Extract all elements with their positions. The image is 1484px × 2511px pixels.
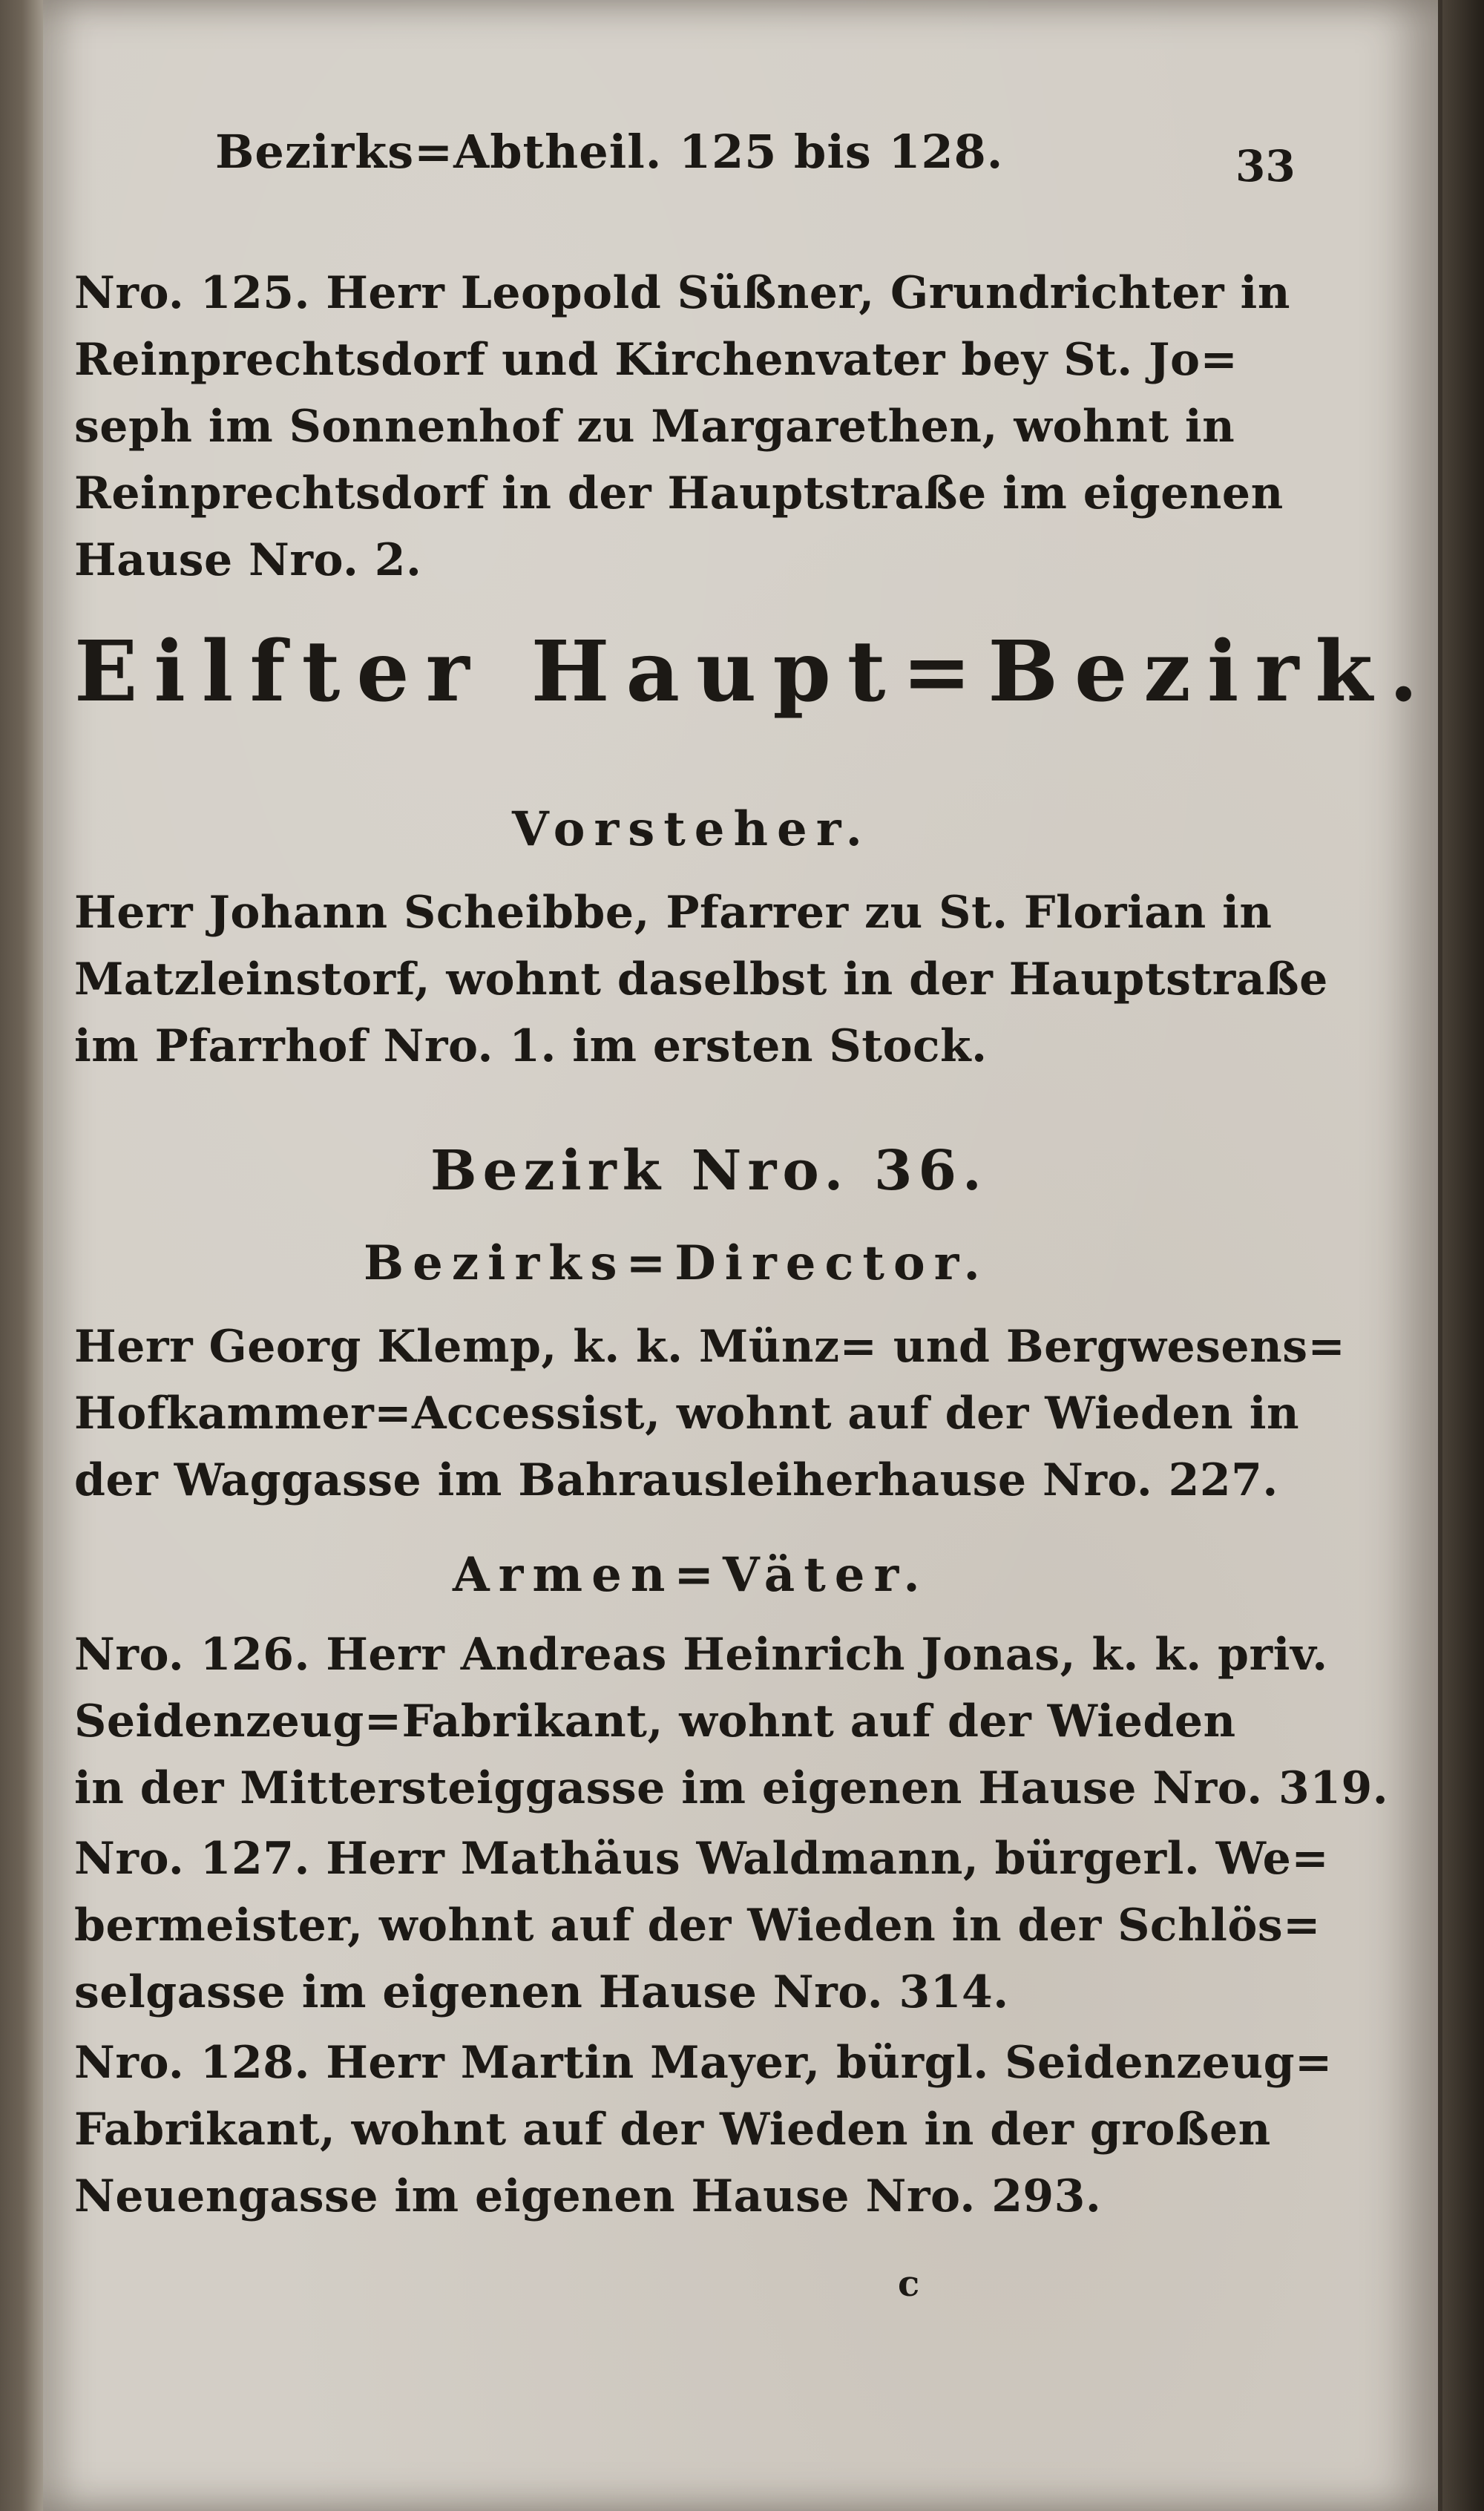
armen-vaeter-heading: Armen=Väter. — [453, 1547, 929, 1603]
vorsteher-line-2: Matzleinstorf, wohnt daselbst in der Hauptstraße — [74, 953, 1328, 1005]
entry-128-line-1: Nro. 128. Herr Martin Mayer, bürgl. Seidenzeug= — [74, 2037, 1333, 2089]
bezirks-director-heading: Bezirks=Director. — [364, 1235, 989, 1291]
vorsteher-line-1: Herr Johann Scheibbe, Pfarrer zu St. Florian in — [74, 887, 1273, 939]
entry-128-line-2: Fabrikant, wohnt auf der Wieden in der großen — [74, 2104, 1271, 2156]
entry-125-line-4: Reinprechtsdorf in der Hauptstraße im eigenen — [74, 467, 1284, 519]
running-header: Bezirks=Abtheil. 125 bis 128. — [215, 125, 1004, 179]
vorsteher-heading: Vorsteher. — [512, 801, 871, 857]
vorsteher-line-3: im Pfarrhof Nro. 1. im ersten Stock. — [74, 1020, 988, 1072]
entry-125-line-5: Hause Nro. 2. — [74, 534, 422, 586]
director-line-3: der Waggasse im Bahrausleiherhause Nro. 227. — [74, 1454, 1278, 1506]
entry-127-line-2: bermeister, wohnt auf der Wieden in der Schlös= — [74, 1900, 1321, 1952]
entry-128-line-3: Neuengasse im eigenen Hause Nro. 293. — [74, 2170, 1102, 2222]
entry-127-line-1: Nro. 127. Herr Mathäus Waldmann, bürgerl. We= — [74, 1833, 1330, 1885]
director-line-2: Hofkammer=Accessist, wohnt auf der Wieden in — [74, 1388, 1300, 1440]
bezirk-heading: Bezirk Nro. 36. — [430, 1139, 988, 1203]
page-number: 33 — [1235, 141, 1296, 191]
page-edge-shadow — [1442, 0, 1484, 2511]
signature-mark: c — [898, 2263, 920, 2305]
entry-127-line-3: selgasse im eigenen Hause Nro. 314. — [74, 1966, 1009, 2018]
entry-125-line-2: Reinprechtsdorf und Kirchenvater bey St. Jo= — [74, 334, 1238, 386]
entry-126-line-3: in der Mittersteiggasse im eigenen Hause Nro. 319. — [74, 1762, 1389, 1814]
entry-126-line-1: Nro. 126. Herr Andreas Heinrich Jonas, k. k. priv. — [74, 1629, 1328, 1681]
entry-126-line-2: Seidenzeug=Fabrikant, wohnt auf der Wieden — [74, 1696, 1236, 1747]
entry-125-line-3: seph im Sonnenhof zu Margarethen, wohnt in — [74, 401, 1235, 453]
entry-125-line-1: Nro. 125. Herr Leopold Süßner, Grundrichter in — [74, 267, 1290, 319]
director-line-1: Herr Georg Klemp, k. k. Münz= und Bergwesens= — [74, 1321, 1346, 1373]
section-title: Eilfter Haupt=Bezirk. — [74, 623, 1435, 721]
